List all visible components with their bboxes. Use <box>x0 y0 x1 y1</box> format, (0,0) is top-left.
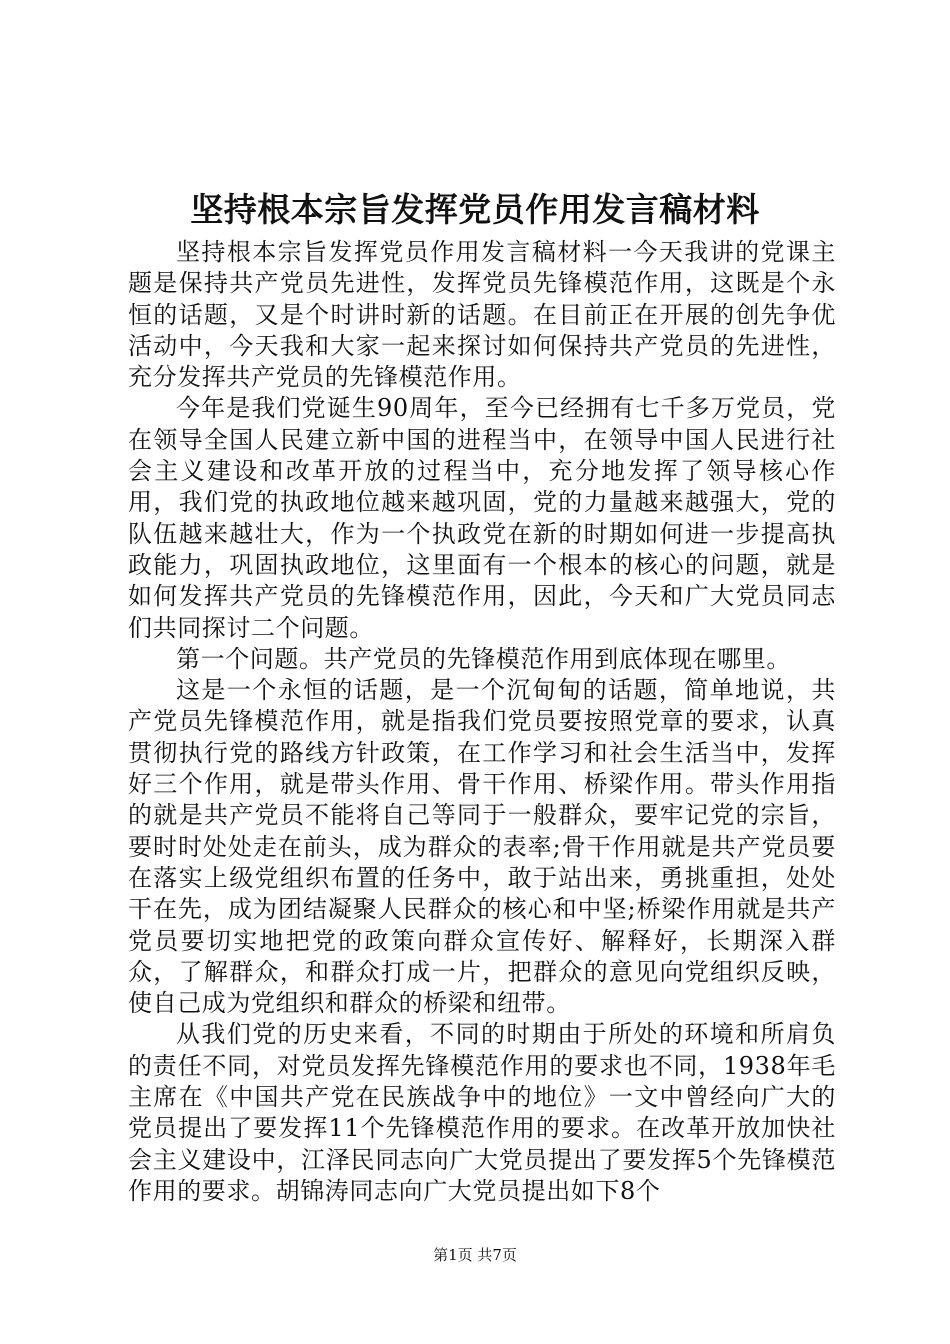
paragraph-1: 坚持根本宗旨发挥党员作用发言稿材料一今天我讲的党课主题是保持共产党员先进性，发挥党员先锋模范作用，这既是个永恒的话题，又是个时讲时新的话题。在目前正在开展的创先争优活动中，今天我和大家一起来探讨如何保持共产党员的先进性，充分发挥共产党员的先锋模范作用。 <box>128 238 836 392</box>
paragraph-5: 从我们党的历史来看，不同的时期由于所处的环境和所肩负的责任不同，对党员发挥先锋模范作用的要求也不同，1938年毛主席在《中国共产党在民族战争中的地位》一文中曾经向广大的党员提出了要发挥11个先锋模范作用的要求。在改革开放加快社会主义建设中，江泽民同志向广大党员提出了要发挥5个先锋模范作用的要求。胡锦涛同志向广大党员提出如下8个 <box>128 1020 836 1205</box>
page-number-footer: 第1页 共7页 <box>433 1246 517 1264</box>
document-title: 坚持根本宗旨发挥党员作用发言稿材料 <box>190 190 760 229</box>
paragraph-4: 这是一个永恒的话题，是一个沉甸甸的话题，简单地说，共产党员先锋模范作用，就是指我们党员要按照党章的要求，认真贯彻执行党的路线方针政策，在工作学习和社会生活当中，发挥好三个作用，就是带头作用、骨干作用、桥梁作用。带头作用指的就是共产党员不能将自己等同于一般群众，要牢记党的宗旨，要时时处处走在前头，成为群众的表率;骨干作用就是共产党员要在落实上级党组织布置的任务中，敢于站出来，勇挑重担，处处干在先，成为团结凝聚人民群众的核心和中坚;桥梁作用就是共产党员要切实地把党的政策向群众宣传好、解释好，长期深入群众，了解群众，和群众打成一片，把群众的意见向党组织反映，使自己成为党组织和群众的桥梁和纽带。 <box>128 676 836 1018</box>
paragraph-3: 第一个问题。共产党员的先锋模范作用到底体现在哪里。 <box>176 644 791 673</box>
document-body <box>128 237 836 1207</box>
paragraph-2: 今年是我们党诞生90周年，至今已经拥有七千多万党员，党在领导全国人民建立新中国的进程当中，在领导中国人民进行社会主义建设和改革开放的过程当中，充分地发挥了领导核心作用，我们党的执政地位越来越巩固，党的力量越来越强大，党的队伍越来越壮大，作为一个执政党在新的时期如何进一步提高执政能力，巩固执政地位，这里面有一个根本的核心的问题，就是如何发挥共产党员的先锋模范作用，因此，今天和广大党员同志们共同探讨二个问题。 <box>128 394 836 642</box>
